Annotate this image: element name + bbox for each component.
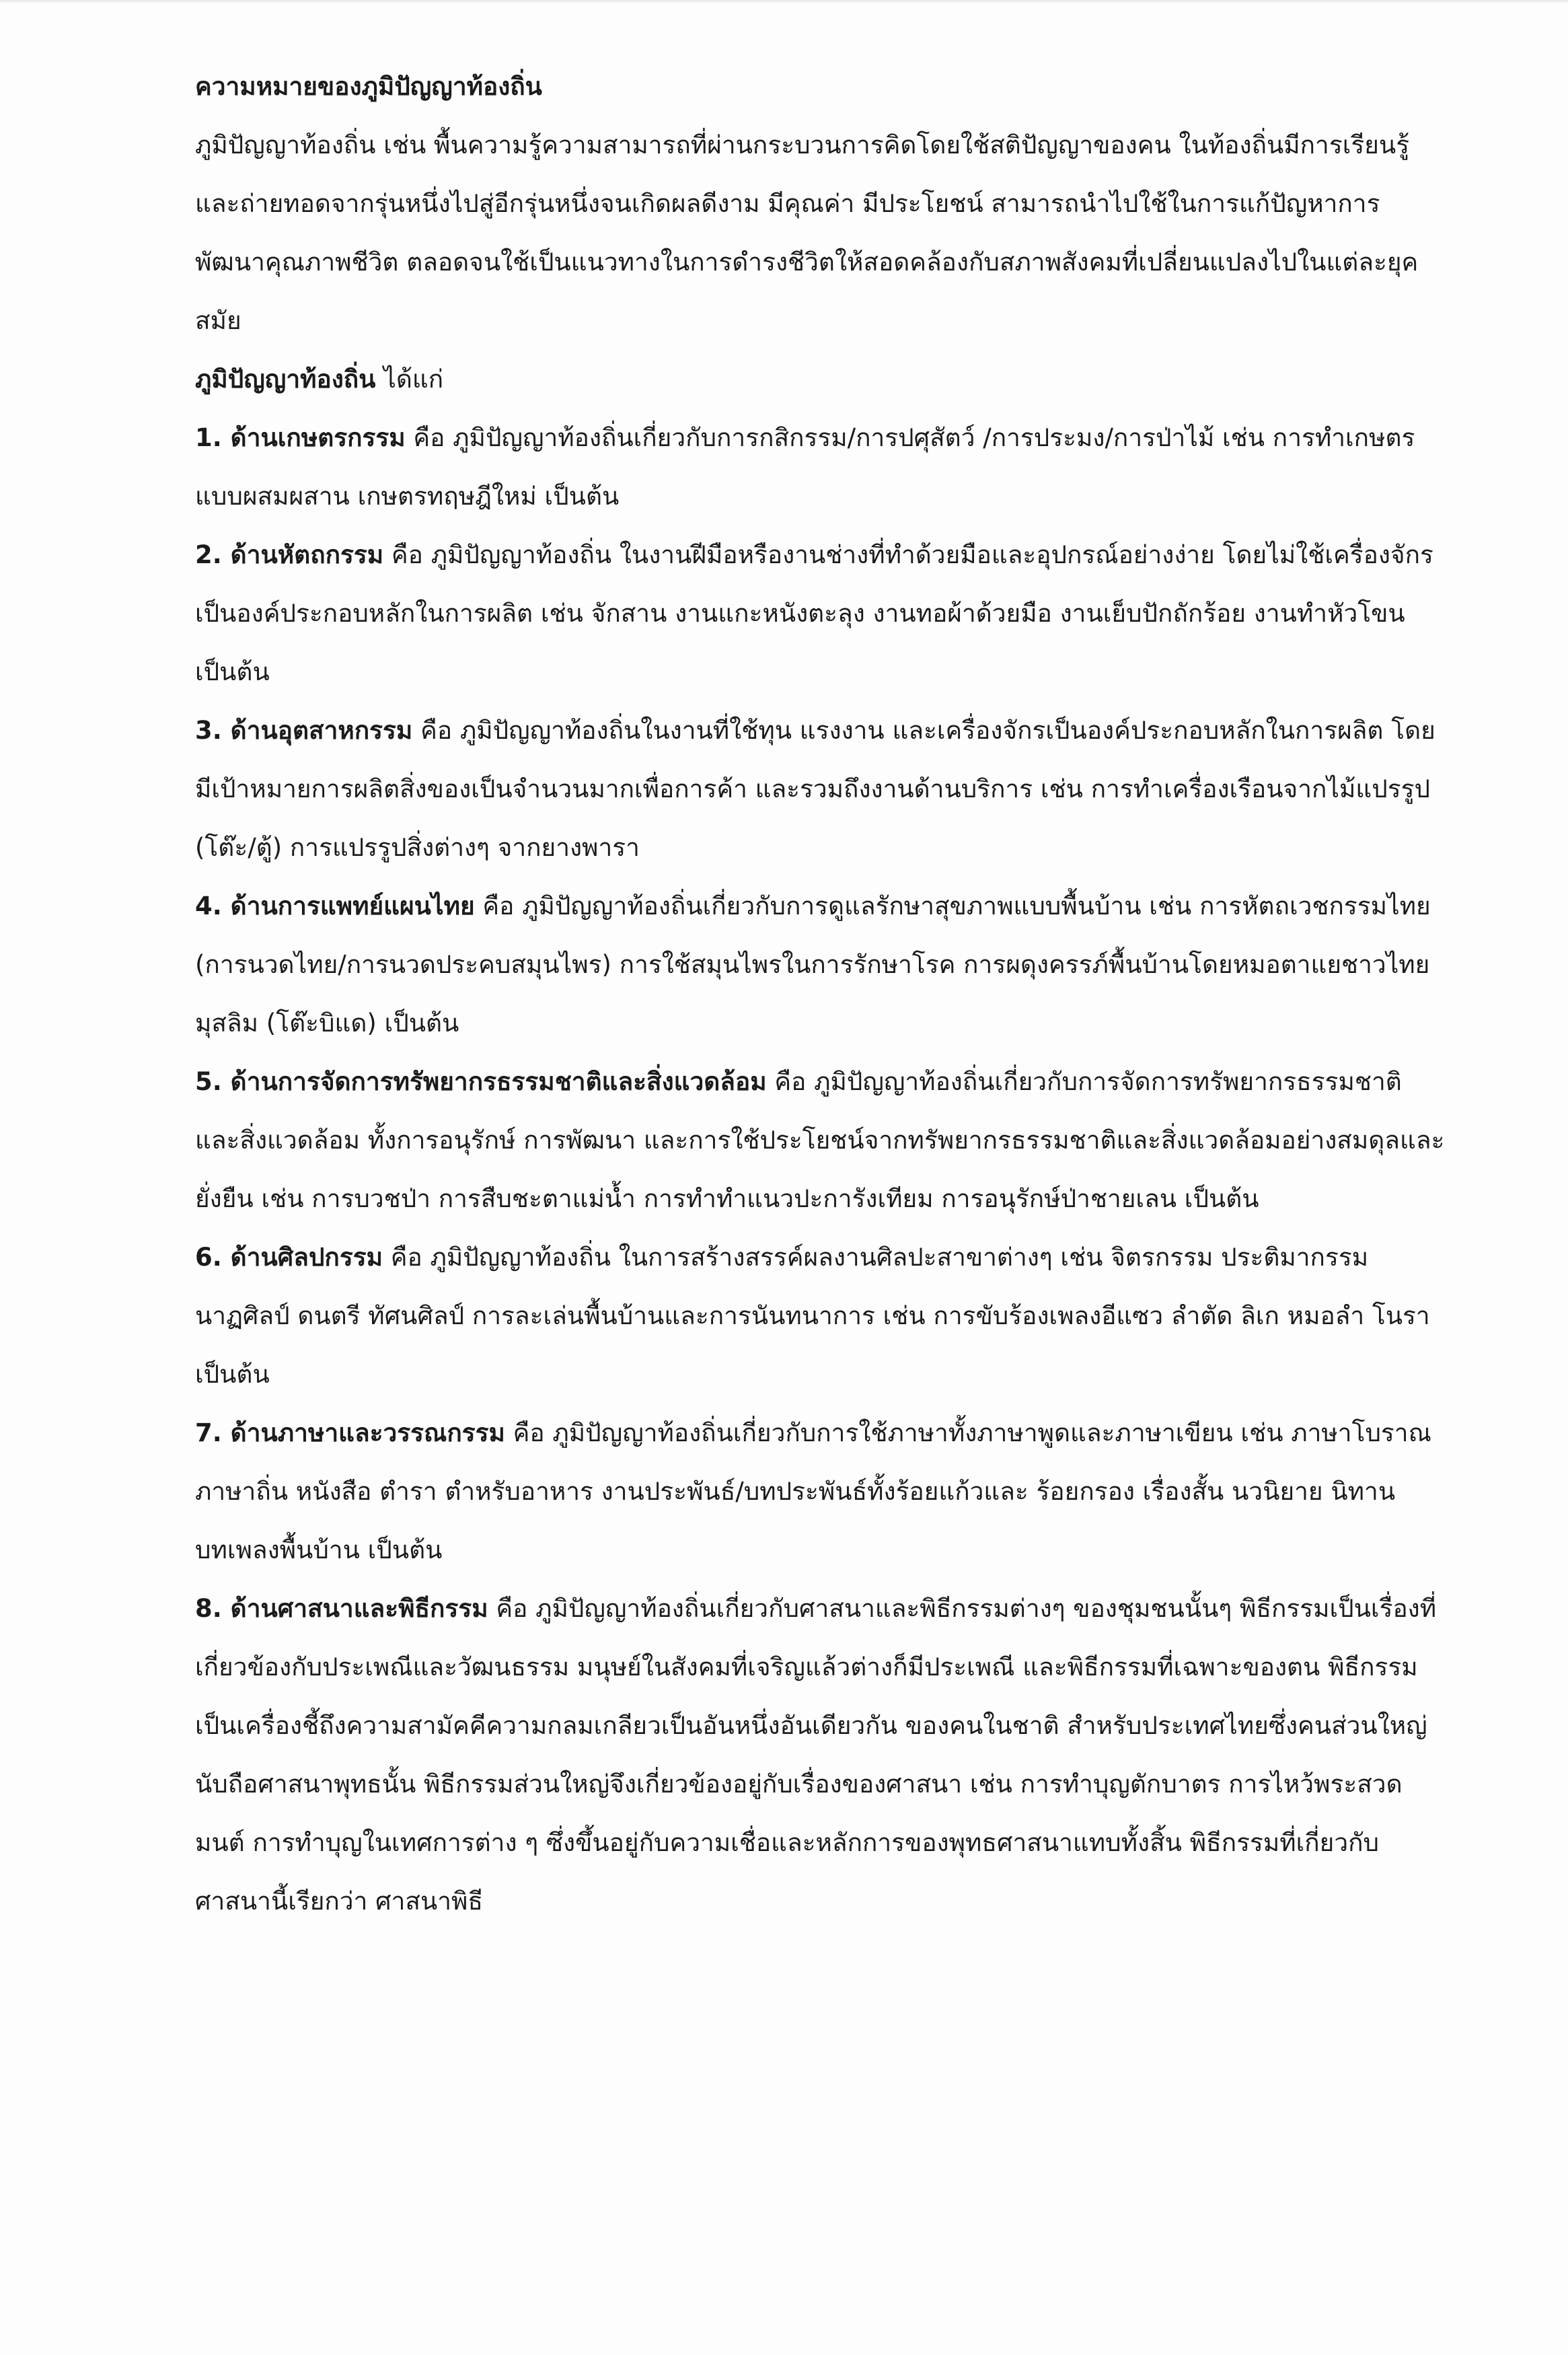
item-text: คือ ภูมิปัญญาท้องถิ่น ในงานฝีมือหรืองานช่างที่ทำด้วยมือและอุปกรณ์อย่างง่าย โดยไม่ใช้เครื่องจักรเป็นองค์ประกอบหลักในการผลิต เช่น จักสาน งานแกะหนังตะลุง งานทอผ้าด้วยมือ งานเย็บปักถักร้อย งานทำหัวโขนเป็นต้น xyxy=(195,540,1433,686)
list-item xyxy=(195,1052,1446,1228)
list-item xyxy=(195,877,1446,1052)
item-term: 4. ด้านการแพทย์แผนไทย xyxy=(195,892,475,920)
item-text: คือ ภูมิปัญญาท้องถิ่นเกี่ยวกับการจัดการทรัพยากรธรรมชาติและสิ่งแวดล้อม ทั้งการอนุรักษ์ การพัฒนา และการใช้ประโยชน์จากทรัพยากรธรรมชาติและสิ่งแวดล้อมอย่างสมดุลและยั่งยืน เช่น การบวชป่า การสืบชะตาแม่น้ำ การทำทำแนวปะการังเทียม การอนุรักษ์ป่าชายเลน เป็นต้น xyxy=(195,1067,1445,1213)
item-text: คือ ภูมิปัญญาท้องถิ่นเกี่ยวกับการกสิกรรม/การปศุสัตว์ /การประมง/การป่าไม้ เช่น การทำเกษตรแบบผสมผสาน เกษตรทฤษฎีใหม่ เป็นต้น xyxy=(195,423,1415,511)
document-title: ความหมายของภูมิปัญญาท้องถิ่น xyxy=(195,72,542,101)
item-term: 1. ด้านเกษตรกรรม xyxy=(195,423,406,452)
document-body xyxy=(195,57,1446,1930)
page-top-edge xyxy=(0,0,1568,4)
item-text: คือ ภูมิปัญญาท้องถิ่นในงานที่ใช้ทุน แรงงาน และเครื่องจักรเป็นองค์ประกอบหลักในการผลิต โดยมีเป้าหมายการผลิตสิ่งของเป็นจำนวนมากเพื่อการค้า และรวมถึงงานด้านบริการ เช่น การทำเครื่องเรือนจากไม้แปรรูป (โต๊ะ/ตู้) การแปรรูปสิ่งต่างๆ จากยางพารา xyxy=(195,716,1435,862)
item-term: 5. ด้านการจัดการทรัพยากรธรรมชาติและสิ่งแวดล้อม xyxy=(195,1067,767,1096)
item-term: 7. ด้านภาษาและวรรณกรรม xyxy=(195,1418,505,1447)
item-term: 3. ด้านอุตสาหกรรม xyxy=(195,716,413,745)
definition-paragraph: ภูมิปัญญาท้องถิ่น เช่น พื้นความรู้ความสามารถที่ผ่านกระบวนการคิดโดยใช้สติปัญญาของคน ในท้องถิ่นมีการเรียนรู้และถ่ายทอดจากรุ่นหนึ่งไปสู่อีกรุ่นหนึ่งจนเกิดผลดีงาม มีคุณค่า มีประโยชน์ สามารถนำไปใช้ในการแก้ปัญหาการพัฒนาคุณภาพชีวิต ตลอดจนใช้เป็นแนวทางในการดำรงชีวิตให้สอดคล้องกับสภาพสังคมที่เปลี่ยนแปลงไปในแต่ละยุคสมัย xyxy=(195,131,1419,335)
types-heading-bold: ภูมิปัญญาท้องถิ่น xyxy=(195,365,376,394)
item-text: คือ ภูมิปัญญาท้องถิ่นเกี่ยวกับการดูแลรักษาสุขภาพแบบพื้นบ้าน เช่น การหัตถเวชกรรมไทย (การนวดไทย/การนวดประคบสมุนไพร) การใช้สมุนไพรในการรักษาโรค การผดุงครรภ์พื้นบ้านโดยหมอตาแยชาวไทยมุสลิม (โต๊ะบิแด) เป็นต้น xyxy=(195,892,1431,1038)
list-item xyxy=(195,1404,1446,1579)
types-heading xyxy=(195,350,1446,408)
item-term: 6. ด้านศิลปกรรม xyxy=(195,1243,383,1272)
list-item xyxy=(195,1228,1446,1404)
item-term: 8. ด้านศาสนาและพิธีกรรม xyxy=(195,1594,488,1623)
item-text: คือ ภูมิปัญญาท้องถิ่นเกี่ยวกับศาสนาและพิธีกรรมต่างๆ ของชุมชนนั้นๆ พิธีกรรมเป็นเรื่องที่เกี่ยวข้องกับประเพณีและวัฒนธรรม มนุษย์ในสังคมที่เจริญแล้วต่างก็มีประเพณี และพิธีกรรมที่เฉพาะของตน พิธีกรรมเป็นเครื่องชี้ถึงความสามัคคีความกลมเกลียวเป็นอันหนึ่งอันเดียวกัน ของคนในชาติ สำหรับประเทศไทยซึ่งคนส่วนใหญ่นับถือศาสนาพุทธนั้น พิธีกรรมส่วนใหญ่จึงเกี่ยวข้องอยู่กับเรื่องของศาสนา เช่น การทำบุญตักบาตร การไหว้พระสวดมนต์ การทำบุญในเทศการต่าง ๆ ซึ่งขึ้นอยู่กับความเชื่อและหลักการของพุทธศาสนาแทบทั้งสิ้น พิธีกรรมที่เกี่ยวกับศาสนานี้เรียกว่า ศาสนาพิธี xyxy=(195,1594,1437,1916)
item-text: คือ ภูมิปัญญาท้องถิ่น ในการสร้างสรรค์ผลงานศิลปะสาขาต่างๆ เช่น จิตรกรรม ประติมากรรม นาฏศิลป์ ดนตรี ทัศนศิลป์ การละเล่นพื้นบ้านและการนันทนาการ เช่น การขับร้องเพลงอีแซว ลำตัด ลิเก หมอลำ โนรา เป็นต้น xyxy=(195,1243,1430,1389)
list-item xyxy=(195,408,1446,526)
item-term: 2. ด้านหัตถกรรม xyxy=(195,540,384,569)
list-item xyxy=(195,1579,1446,1930)
list-item xyxy=(195,701,1446,877)
types-heading-rest: ได้แก่ xyxy=(375,365,444,394)
list-item xyxy=(195,526,1446,701)
item-text: คือ ภูมิปัญญาท้องถิ่นเกี่ยวกับการใช้ภาษาทั้งภาษาพูดและภาษาเขียน เช่น ภาษาโบราณ ภาษาถิ่น หนังสือ ตำรา ตำหรับอาหาร งานประพันธ์/บทประพันธ์ทั้งร้อยแก้วและ ร้อยกรอง เรื่องสั้น นวนิยาย นิทาน บทเพลงพื้นบ้าน เป็นต้น xyxy=(195,1418,1431,1564)
